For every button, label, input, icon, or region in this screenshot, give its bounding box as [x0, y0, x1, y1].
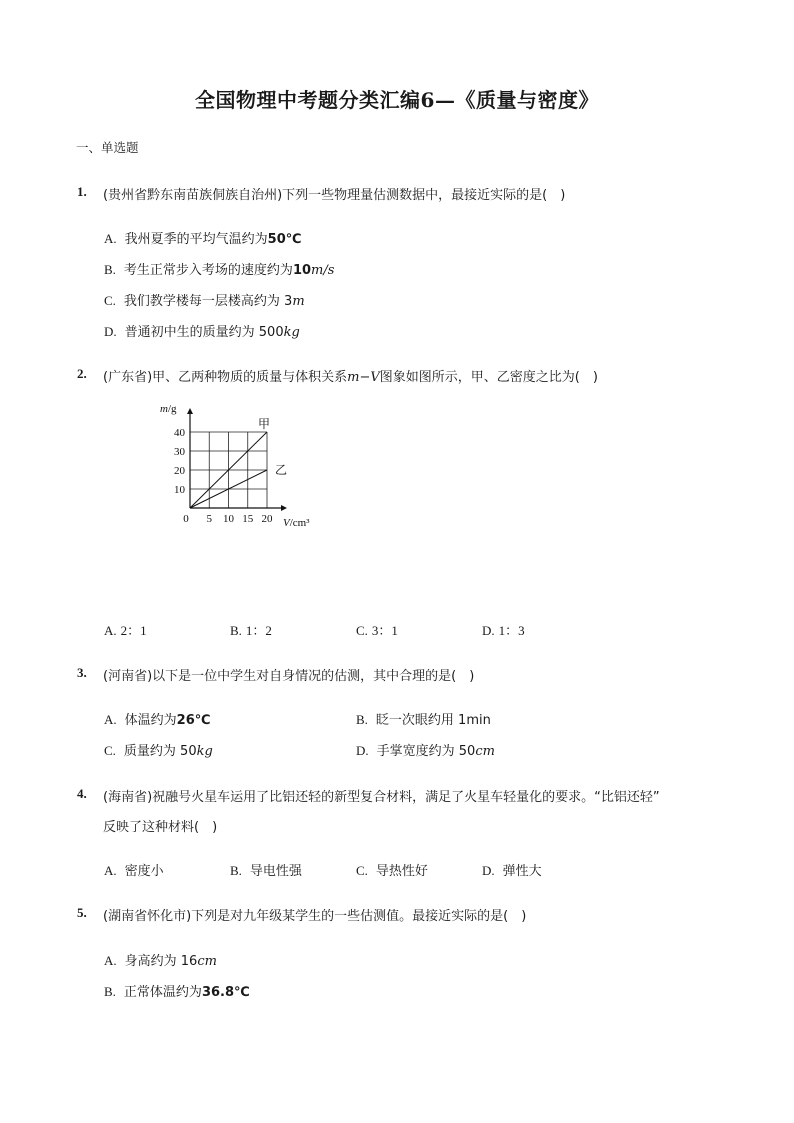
option-c — [104, 740, 213, 759]
option-label: C. — [104, 743, 116, 758]
y-tick-label: 10 — [174, 484, 185, 496]
option-text: 2：1 — [120, 623, 147, 638]
option-text: 我们教学楼每一层楼高约为 3 — [123, 294, 293, 309]
option-unit: kg — [283, 325, 300, 340]
option-label: C. — [356, 863, 368, 878]
question-text — [103, 366, 598, 385]
option-text: 正常体温约为 — [123, 985, 202, 1000]
option-text: 普通初中生的质量约为 500 — [124, 325, 284, 340]
option-value: 10 — [292, 263, 312, 278]
x-axis-arrow — [281, 505, 287, 511]
y-tick-label: 40 — [174, 427, 185, 439]
option-b — [104, 981, 250, 1000]
option-label: B. — [230, 623, 242, 638]
option-value: 26℃ — [176, 713, 211, 728]
option-label: C. — [104, 293, 116, 308]
option-label: D. — [104, 324, 117, 339]
option-unit: m — [292, 294, 305, 309]
y-tick-label: 30 — [174, 446, 185, 458]
option-value: 50℃ — [267, 232, 302, 247]
option-text: 身高约为 16 — [124, 954, 198, 969]
option-a — [104, 860, 164, 879]
option-text: 导电性强 — [249, 864, 302, 879]
option-b — [104, 259, 334, 278]
option-unit: cm — [197, 954, 217, 969]
question-number: 2. — [77, 366, 87, 381]
option-text: 体温约为 — [124, 713, 177, 728]
x-axis-label: V/cm³ — [283, 517, 310, 529]
option-b — [230, 620, 272, 639]
option-text: 眨一次眼约用 1min — [375, 713, 491, 728]
option-label: B. — [104, 984, 116, 999]
question-text: (河南省)以下是一位中学生对自身情况的估测，其中合理的是( ) — [103, 669, 475, 684]
option-a — [104, 620, 147, 639]
option-c — [104, 290, 305, 309]
option-label: B. — [356, 712, 368, 727]
option-value: 36.8℃ — [201, 985, 250, 1000]
question-text: (贵州省黔东南苗族侗族自治州)下列一些物理量估测数据中，最接近实际的是( ) — [103, 188, 566, 203]
question-text-post: 图象如图所示，甲、乙密度之比为( ) — [379, 370, 598, 385]
x-tick-label: 20 — [261, 513, 273, 525]
origin-label: 0 — [183, 513, 189, 525]
question-text: (湖南省怀化市)下列是对九年级某学生的一些估测值。最接近实际的是( ) — [103, 909, 527, 924]
mv-chart — [150, 390, 350, 540]
option-text: 手掌宽度约为 50 — [376, 744, 476, 759]
option-d — [104, 321, 300, 340]
option-text: 3：1 — [371, 623, 398, 638]
option-text: 考生正常步入考场的速度约为 — [123, 263, 293, 278]
question-number: 5. — [77, 905, 87, 920]
option-label: A. — [104, 953, 117, 968]
option-text: 1：3 — [498, 623, 525, 638]
option-text: 1：2 — [245, 623, 272, 638]
option-c — [356, 620, 398, 639]
question-text-pre: (广东省)甲、乙两种物质的质量与体积关系 — [103, 370, 348, 385]
option-c — [356, 860, 428, 879]
question-text-line-2: 反映了这种材料( ) — [103, 820, 218, 835]
option-label: D. — [482, 623, 495, 638]
series-label-2: 乙 — [275, 463, 288, 477]
math-mv: m−V — [347, 370, 380, 385]
option-b — [230, 860, 302, 879]
question-number: 1. — [77, 184, 87, 199]
x-tick-label: 15 — [242, 513, 254, 525]
chart-ticks — [174, 427, 273, 525]
y-axis-arrow — [187, 408, 193, 414]
option-label: D. — [356, 743, 369, 758]
option-label: A. — [104, 231, 117, 246]
option-b — [356, 709, 491, 728]
question-number: 4. — [77, 786, 87, 801]
option-text: 密度小 — [124, 864, 164, 879]
option-label: C. — [356, 623, 368, 638]
section-heading: 一、单选题 — [76, 140, 139, 155]
x-tick-label: 10 — [223, 513, 234, 525]
option-label: B. — [230, 863, 242, 878]
chart-series — [190, 417, 287, 508]
option-label: A. — [104, 712, 117, 727]
option-unit: kg — [196, 744, 213, 759]
x-tick-label: 5 — [206, 513, 212, 525]
question-number: 3. — [77, 665, 87, 680]
option-unit: cm — [475, 744, 495, 759]
option-text: 质量约为 50 — [123, 744, 197, 759]
option-d — [482, 860, 542, 879]
option-d — [482, 620, 525, 639]
series-label-1: 甲 — [258, 417, 271, 431]
y-tick-label: 20 — [174, 465, 185, 477]
option-a — [104, 228, 302, 247]
option-d — [356, 740, 495, 759]
option-a — [104, 950, 217, 969]
y-axis-label: m/g — [160, 403, 177, 415]
page-title: 全国物理中考题分类汇编6—《质量与密度》 — [195, 88, 599, 112]
option-text: 我州夏季的平均气温约为 — [124, 232, 268, 247]
question-text-line-1: (海南省)祝融号火星车运用了比铝还轻的新型复合材料，满足了火星车轻量化的要求。“比铝还轻” — [103, 790, 660, 805]
option-label: D. — [482, 863, 495, 878]
option-a — [104, 709, 211, 728]
option-text: 弹性大 — [502, 864, 542, 879]
option-text: 导热性好 — [375, 864, 428, 879]
option-label: A. — [104, 623, 117, 638]
option-label: A. — [104, 863, 117, 878]
option-unit: m/s — [311, 263, 335, 278]
option-label: B. — [104, 262, 116, 277]
